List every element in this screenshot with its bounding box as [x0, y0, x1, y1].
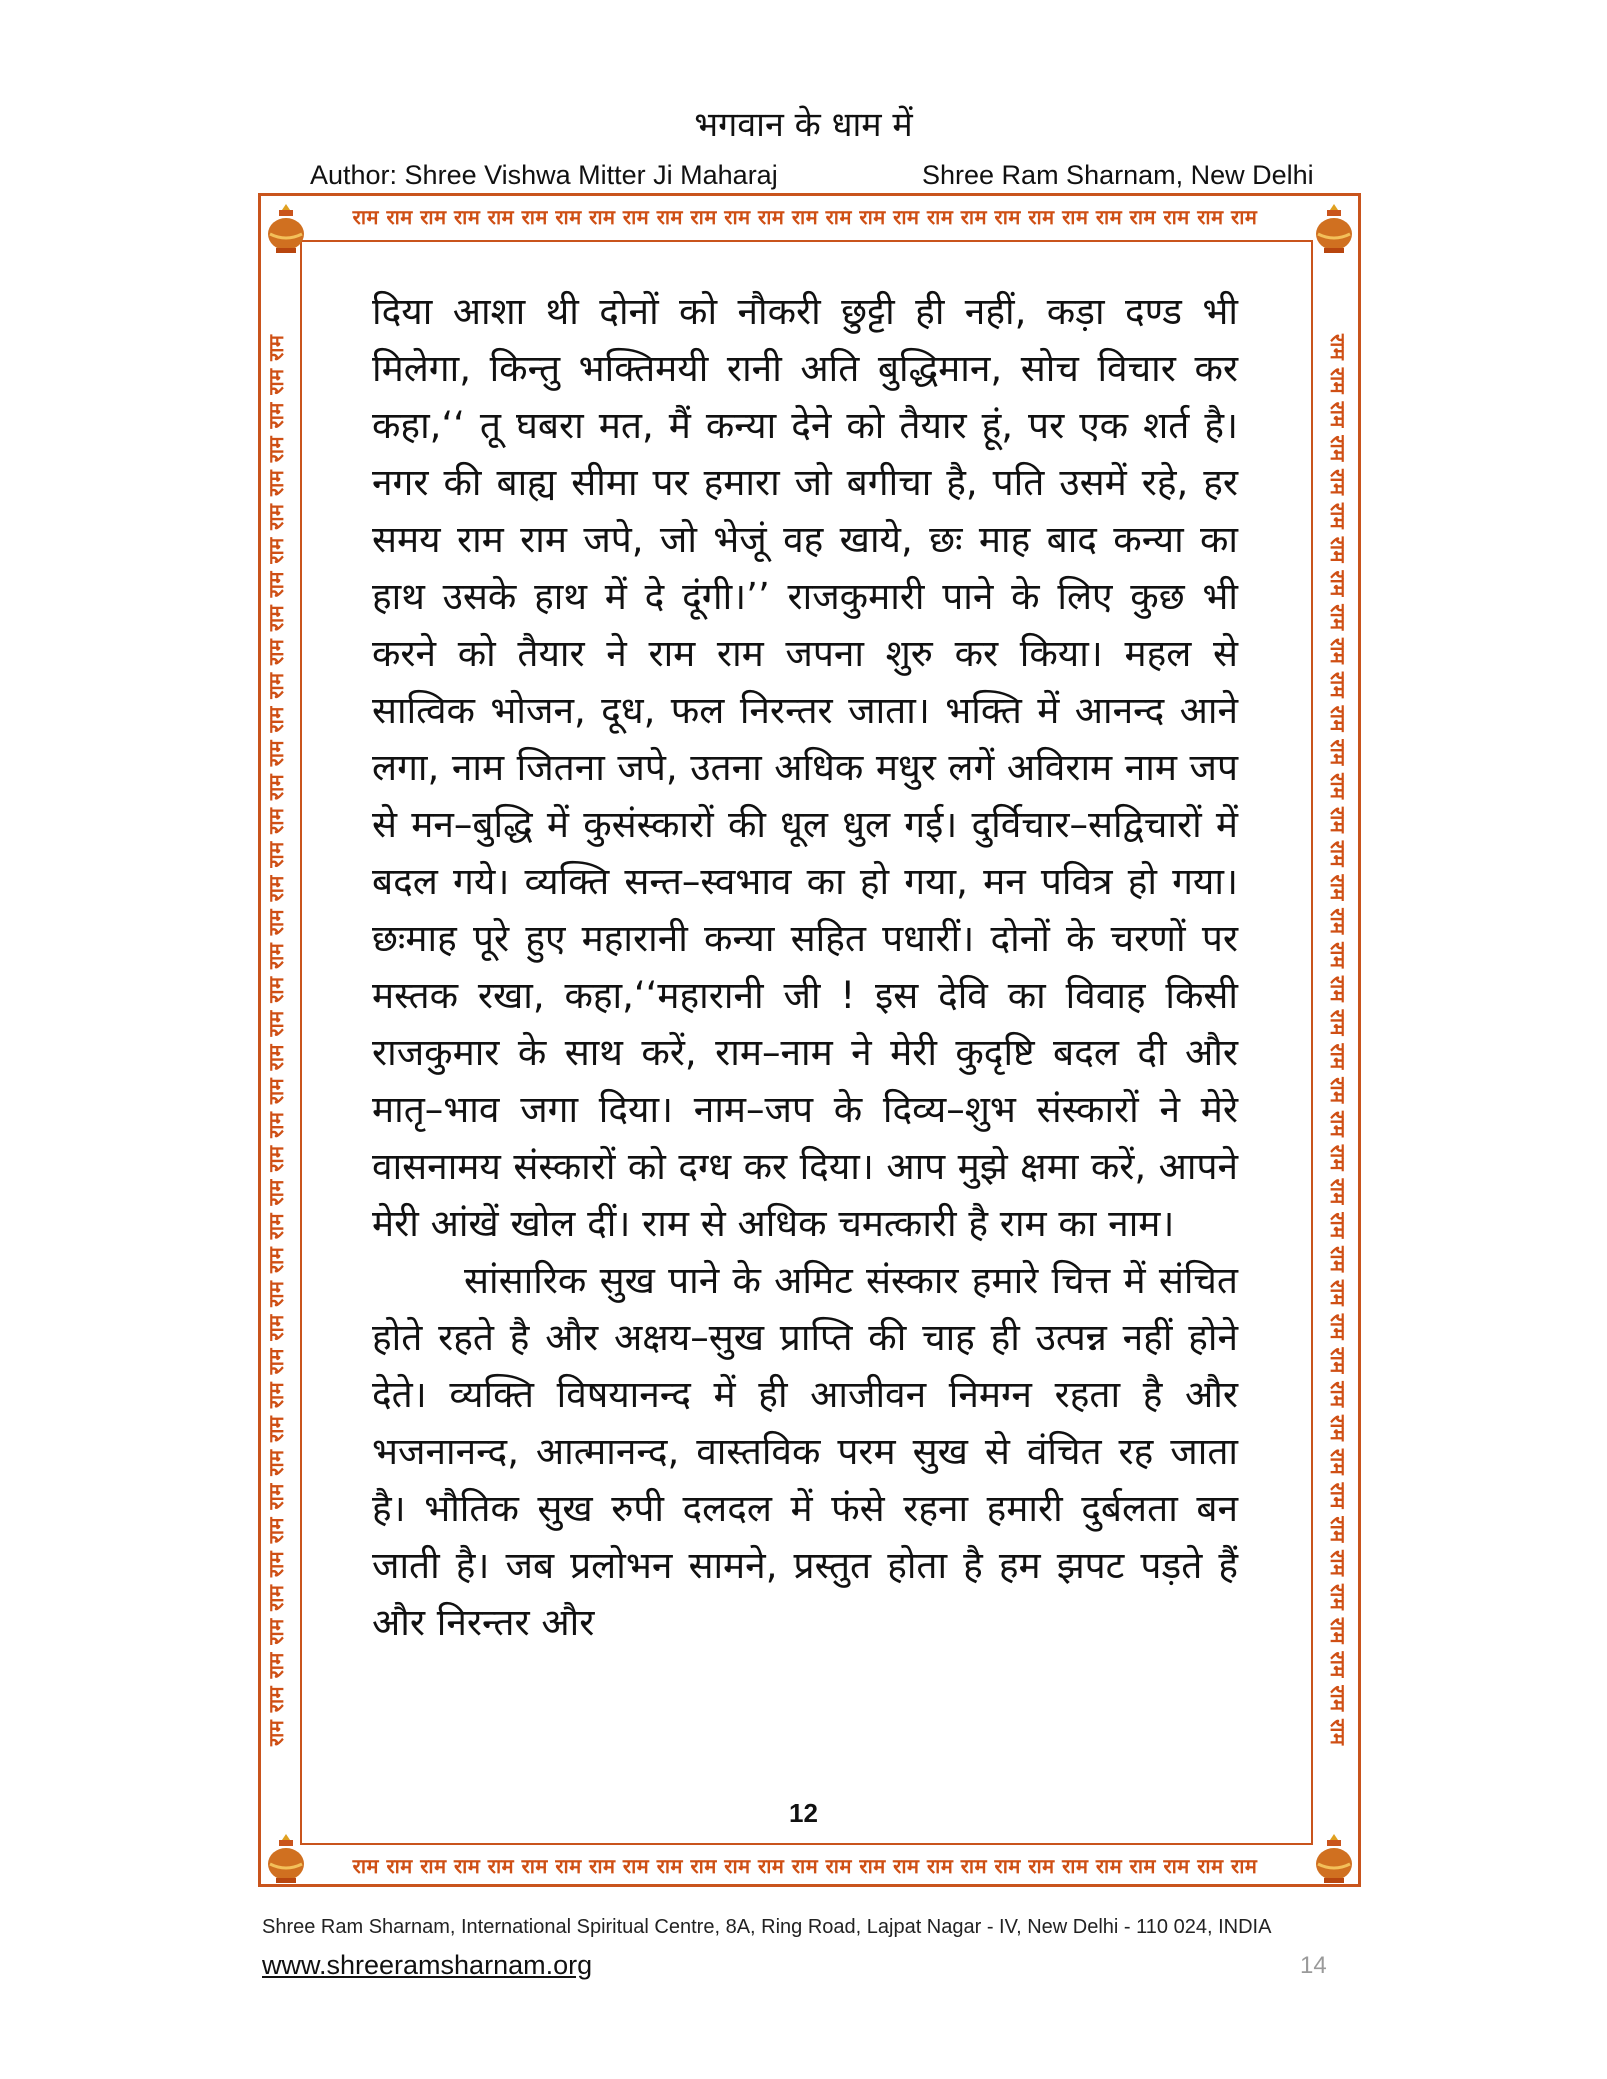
- author-line: Author: Shree Vishwa Mitter Ji Maharaj: [310, 160, 778, 190]
- body-text: [372, 283, 1238, 1763]
- organization-line: Shree Ram Sharnam, New Delhi: [922, 160, 1314, 190]
- border-text-right: राम राम राम राम राम राम राम राम राम राम राम राम राम राम राम राम राम राम राम राम राम राम राम राम राम राम राम राम राम राम राम राम राम राम राम राम राम राम राम राम राम राम: [1326, 334, 1350, 1746]
- footer-address: Shree Ram Sharnam, International Spiritual Centre, 8A, Ring Road, Lajpat Nagar - IV, New Delhi - 110 024, INDIA: [262, 1916, 1272, 1938]
- kalash-icon: [262, 1830, 310, 1886]
- paragraph-1: दिया आशा थी दोनों को नौकरी छुट्टी ही नहीं, कड़ा दण्ड भी मिलेगा, किन्तु भक्तिमयी रानी अति बुद्धिमान, सोच विचार कर कहा,‘‘ तू घबरा मत, मैं कन्या देने को तैयार हूं, पर एक शर्त है। नगर की बाह्य सीमा पर हमारा जो बगीचा है, पति उसमें रहे, हर समय राम राम जपे, जो भेजूं वह खाये, छः माह बाद कन्या का हाथ उसके हाथ में दे दूंगी।’’ राजकुमारी पाने के लिए कुछ भी करने को तैयार ने राम राम जपना शुरु कर किया। महल से सात्विक भोजन, दूध, फल निरन्तर जाता। भक्ति में आनन्द आने लगा, नाम जितना जपे, उतना अधिक मधुर लगें अविराम नाम जप से मन–बुद्धि में कुसंस्कारों की धूल धुल गई। दुर्विचार–सद्विचारों में बदल गये। व्यक्ति सन्त–स्वभाव का हो गया, मन पवित्र हो गया। छःमाह पूरे हुए महारानी कन्या सहित पधारीं। दोनों के चरणों पर मस्तक रखा, कहा,‘‘महारानी जी ! इस देवि का विवाह किसी राजकुमार के साथ करें, राम–नाम ने मेरी कुदृष्टि बदल दी और मातृ–भाव जगा दिया। नाम–जप के दिव्य–शुभ संस्कारों ने मेरे वासनामय संस्कारों को दग्ध कर दिया। आप मुझे क्षमा करें, आपने मेरी आंखें खोल दीं। राम से अधिक चमत्कारी है राम का नाम।: [372, 290, 1238, 1245]
- kalash-icon: [262, 200, 310, 256]
- border-text-top: राम राम राम राम राम राम राम राम राम राम राम राम राम राम राम राम राम राम राम राम राम राम राम राम राम राम राम: [352, 205, 1258, 229]
- book-title: भगवान के धाम में: [694, 105, 913, 145]
- border-text-bottom: राम राम राम राम राम राम राम राम राम राम राम राम राम राम राम राम राम राम राम राम राम राम राम राम राम राम राम: [352, 1854, 1258, 1878]
- inner-page-number: 12: [789, 1798, 818, 1828]
- footer-page-number: 14: [1300, 1952, 1327, 1979]
- kalash-icon: [1310, 1830, 1358, 1886]
- border-text-left: राम राम राम राम राम राम राम राम राम राम राम राम राम राम राम राम राम राम राम राम राम राम राम राम राम राम राम राम राम राम राम राम राम राम राम राम राम राम राम राम राम राम: [264, 334, 288, 1746]
- kalash-icon: [1310, 200, 1358, 256]
- paragraph-2: सांसारिक सुख पाने के अमिट संस्कार हमारे चित्त में संचित होते रहते है और अक्षय–सुख प्राप्ति की चाह ही उत्पन्न नहीं होने देते। व्यक्ति विषयानन्द में ही आजीवन निमग्न रहता है और भजनानन्द, आत्मानन्द, वास्तविक परम सुख से वंचित रह जाता है। भौतिक सुख रुपी दलदल में फंसे रहना हमारी दुर्बलता बन जाती है। जब प्रलोभन सामने, प्रस्तुत होता है हम झपट पड़ते हैं और निरन्तर और: [372, 1259, 1238, 1644]
- footer-website-link[interactable]: www.shreeramsharnam.org: [262, 1950, 593, 1980]
